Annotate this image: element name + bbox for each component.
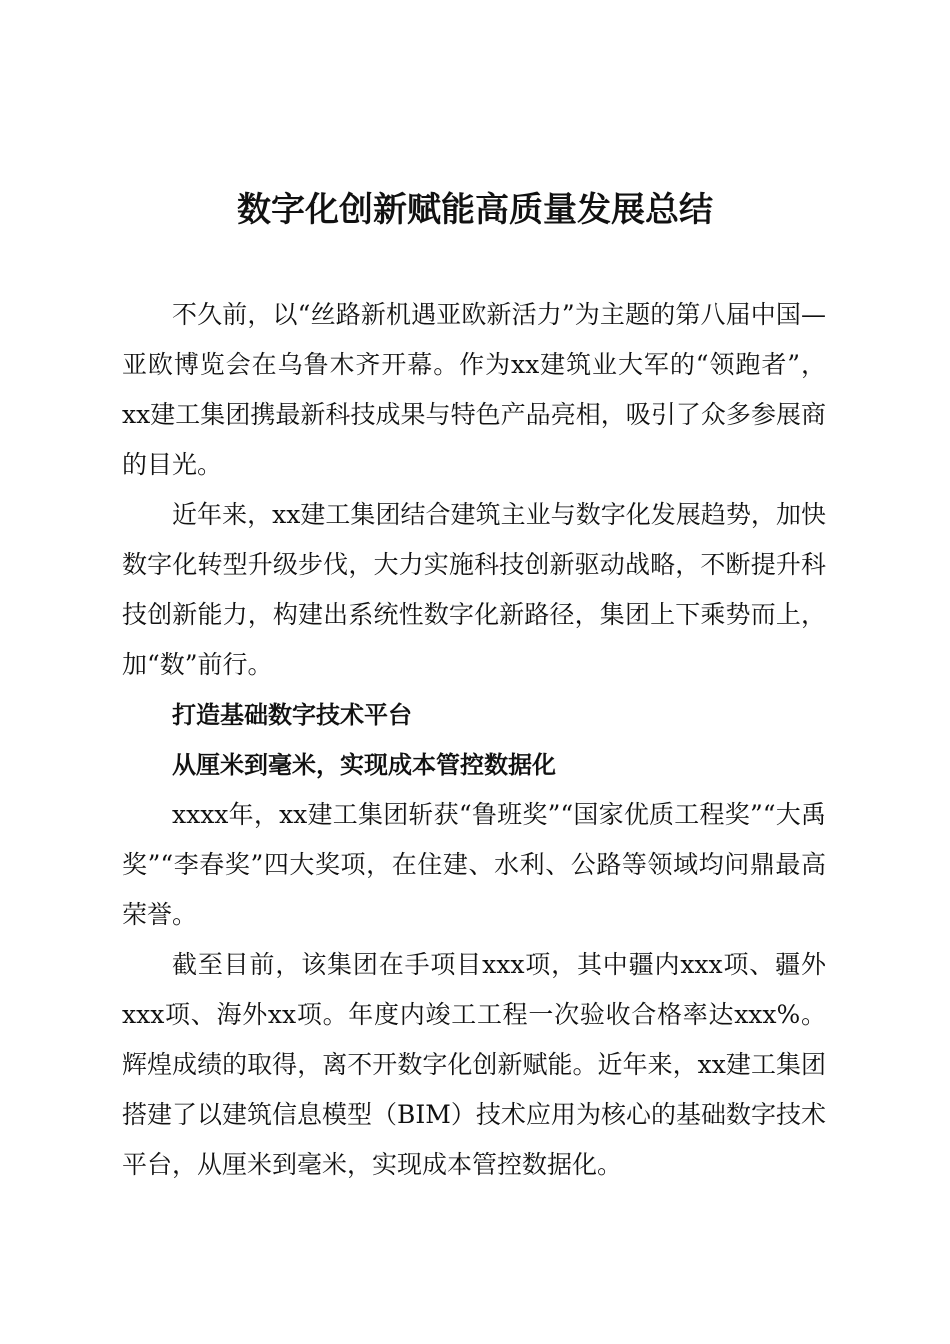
paragraph-expo-opening: 不久前，以“丝路新机遇亚欧新活力”为主题的第八届中国—亚欧博览会在乌鲁木齐开幕。作为xx建筑业大军的“领跑者”，xx建工集团携最新科技成果与特色产品亮相，吸引了众多参展商的目光。 bbox=[122, 300, 826, 479]
paragraph-awards: xxxx年，xx建工集团斩获“鲁班奖”“国家优质工程奖”“大禹奖”“李春奖”四大奖项，在住建、水利、公路等领域均问鼎最高荣誉。 bbox=[122, 800, 826, 929]
paragraph-projects-bim: 截至目前，该集团在手项目xxx项，其中疆内xxx项、疆外xxx项、海外xx项。年度内竣工工程一次验收合格率达xxx%。辉煌成绩的取得，离不开数字化创新赋能。近年来，xx建工集团搭建了以建筑信息模型（BIM）技术应用为核心的基础数字技术平台，从厘米到毫米，实现成本管控数据化。 bbox=[122, 950, 826, 1179]
paragraph-digital-transformation: 近年来，xx建工集团结合建筑主业与数字化发展趋势，加快数字化转型升级步伐，大力实施科技创新驱动战略，不断提升科技创新能力，构建出系统性数字化新路径，集团上下乘势而上，加“数”前行。 bbox=[122, 500, 826, 679]
document-title: 数字化创新赋能高质量发展总结 bbox=[237, 190, 713, 230]
section-heading-platform: 打造基础数字技术平台 bbox=[172, 701, 412, 729]
document-body bbox=[122, 290, 826, 1190]
section-subheading-cost-control: 从厘米到毫米，实现成本管控数据化 bbox=[172, 751, 556, 779]
